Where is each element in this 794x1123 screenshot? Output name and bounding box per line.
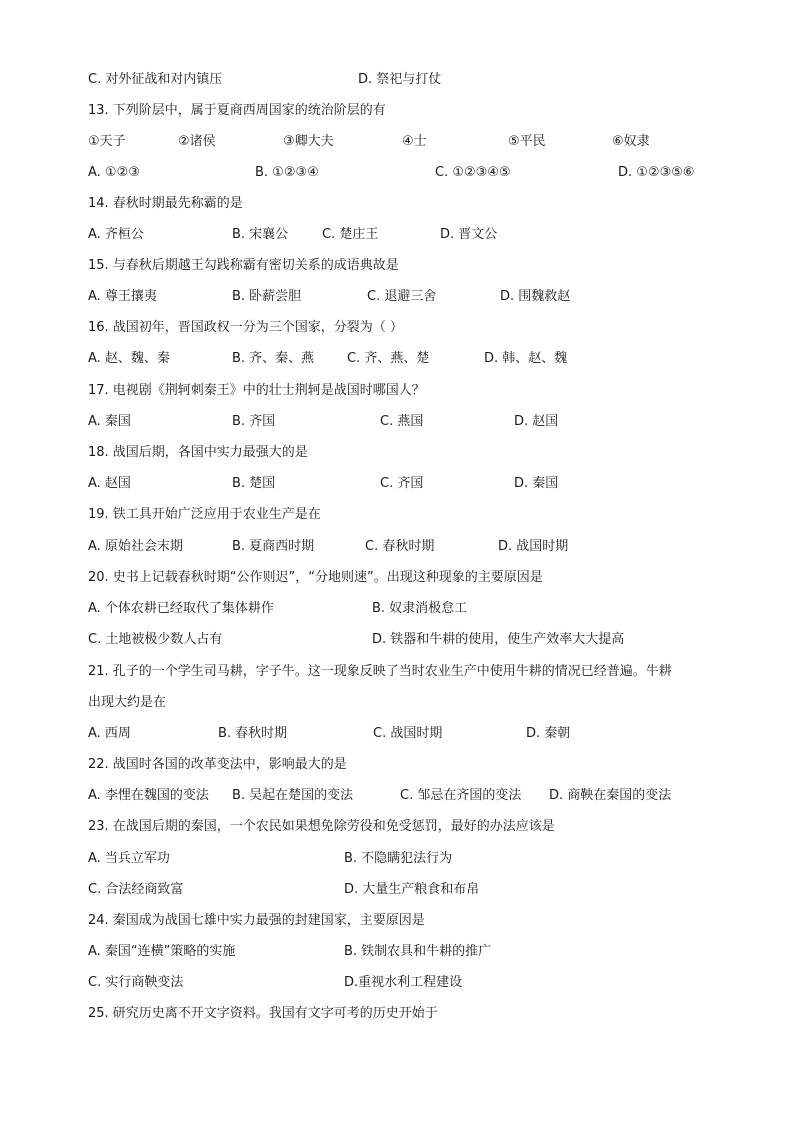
answer-option: B. 宋襄公 [232, 227, 289, 242]
answer-option: ⑥奴隶 [612, 134, 650, 149]
question-line: 16. 战国初年，晋国政权一分为三个国家，分裂为（ ） [88, 320, 403, 335]
answer-option: A. 秦国 [88, 414, 131, 429]
question-line: 23. 在战国后期的秦国，一个农民如果想免除劳役和免受惩罚，最好的办法应该是 [88, 819, 555, 834]
answer-option: ④士 [402, 134, 427, 149]
answer-option: B. 夏商西时期 [232, 539, 315, 554]
answer-option: B. 奴隶消极怠工 [372, 601, 468, 616]
answer-option: A. 原始社会末期 [88, 539, 183, 554]
answer-option: A. 个体农耕已经取代了集体耕作 [88, 601, 274, 616]
answer-option: B. 楚国 [232, 476, 276, 491]
answer-option: C. 对外征战和对内镇压 [88, 72, 223, 87]
question-line: 15. 与春秋后期越王勾践称霸有密切关系的成语典故是 [88, 258, 399, 273]
answer-option: ①天子 [88, 134, 126, 149]
answer-option: C. 战国时期 [373, 726, 443, 741]
answer-option: A. 李悝在魏国的变法 [88, 788, 209, 803]
answer-option: C. 齐国 [380, 476, 424, 491]
question-line: 25. 研究历史离不开文字资料。我国有文字可考的历史开始于 [88, 1006, 438, 1021]
answer-option: C. 土地被极少数人占有 [88, 632, 223, 647]
answer-option: D. 韩、赵、魏 [484, 351, 568, 366]
answer-option: D.重视水利工程建设 [344, 975, 463, 990]
answer-option: C. 实行商鞅变法 [88, 975, 184, 990]
answer-option: C. 合法经商致富 [88, 882, 184, 897]
answer-option: D. ①②③⑤⑥ [618, 165, 695, 180]
answer-option: C. 楚庄王 [322, 227, 379, 242]
question-line: 21. 孔子的一个学生司马耕，字子牛。这一现象反映了当时农业生产中使用牛耕的情况已经普遍。牛耕 [88, 664, 672, 679]
answer-option: ⑤平民 [508, 134, 546, 149]
answer-option: A. ①②③ [88, 165, 140, 180]
question-line: 24. 秦国成为战国七雄中实力最强的封建国家，主要原因是 [88, 913, 425, 928]
question-line: 17. 电视剧《荆轲刺秦王》中的壮士荆轲是战国时哪国人？ [88, 383, 425, 398]
question-line: 19. 铁工具开始广泛应用于农业生产是在 [88, 507, 321, 522]
answer-option: C. 退避三舍 [367, 289, 437, 304]
answer-option: D. 铁器和牛耕的使用，使生产效率大大提高 [372, 632, 625, 647]
answer-option: B. 铁制农具和牛耕的推广 [344, 944, 492, 959]
answer-option: D. 赵国 [514, 414, 559, 429]
question-line: 18. 战国后期，各国中实力最强大的是 [88, 445, 308, 460]
answer-option: ③卿大夫 [283, 134, 334, 149]
question-line: 20. 史书上记载春秋时期“公作则迟”，“分地则速”。出现这种现象的主要原因是 [88, 570, 543, 585]
answer-option: A. 秦国“连横”策略的实施 [88, 944, 236, 959]
answer-option: A. 当兵立军功 [88, 851, 170, 866]
answer-option: B. 吴起在楚国的变法 [232, 788, 354, 803]
question-line: 14. 春秋时期最先称霸的是 [88, 196, 243, 211]
answer-option: A. 赵、魏、秦 [88, 351, 170, 366]
answer-option: A. 尊王攘夷 [88, 289, 157, 304]
answer-option: B. 卧薪尝胆 [232, 289, 302, 304]
answer-option: C. 燕国 [380, 414, 424, 429]
answer-option: B. 齐国 [232, 414, 276, 429]
answer-option: D. 秦国 [514, 476, 559, 491]
answer-option: ②诸侯 [178, 134, 216, 149]
answer-option: B. 春秋时期 [218, 726, 288, 741]
question-line: 出现大约是在 [88, 695, 167, 710]
answer-option: D. 商鞅在秦国的变法 [549, 788, 672, 803]
answer-option: C. 邹忌在齐国的变法 [400, 788, 522, 803]
answer-option: D. 战国时期 [498, 539, 569, 554]
answer-option: B. ①②③④ [255, 165, 319, 180]
question-line: 13. 下列阶层中，属于夏商西周国家的统治阶层的有 [88, 103, 386, 118]
answer-option: C. ①②③④⑤ [435, 165, 511, 180]
answer-option: A. 西周 [88, 726, 131, 741]
answer-option: D. 晋文公 [440, 227, 498, 242]
answer-option: B. 不隐瞒犯法行为 [344, 851, 453, 866]
answer-option: A. 赵国 [88, 476, 131, 491]
answer-option: D. 秦朝 [526, 726, 571, 741]
answer-option: C. 齐、燕、楚 [347, 351, 430, 366]
question-line: 22. 战国时各国的改革变法中，影响最大的是 [88, 757, 347, 772]
answer-option: B. 齐、秦、燕 [232, 351, 315, 366]
answer-option: A. 齐桓公 [88, 227, 144, 242]
answer-option: D. 祭祀与打仗 [358, 72, 442, 87]
answer-option: D. 围魏救赵 [500, 289, 571, 304]
answer-option: D. 大量生产粮食和布帛 [344, 882, 480, 897]
answer-option: C. 春秋时期 [365, 539, 435, 554]
